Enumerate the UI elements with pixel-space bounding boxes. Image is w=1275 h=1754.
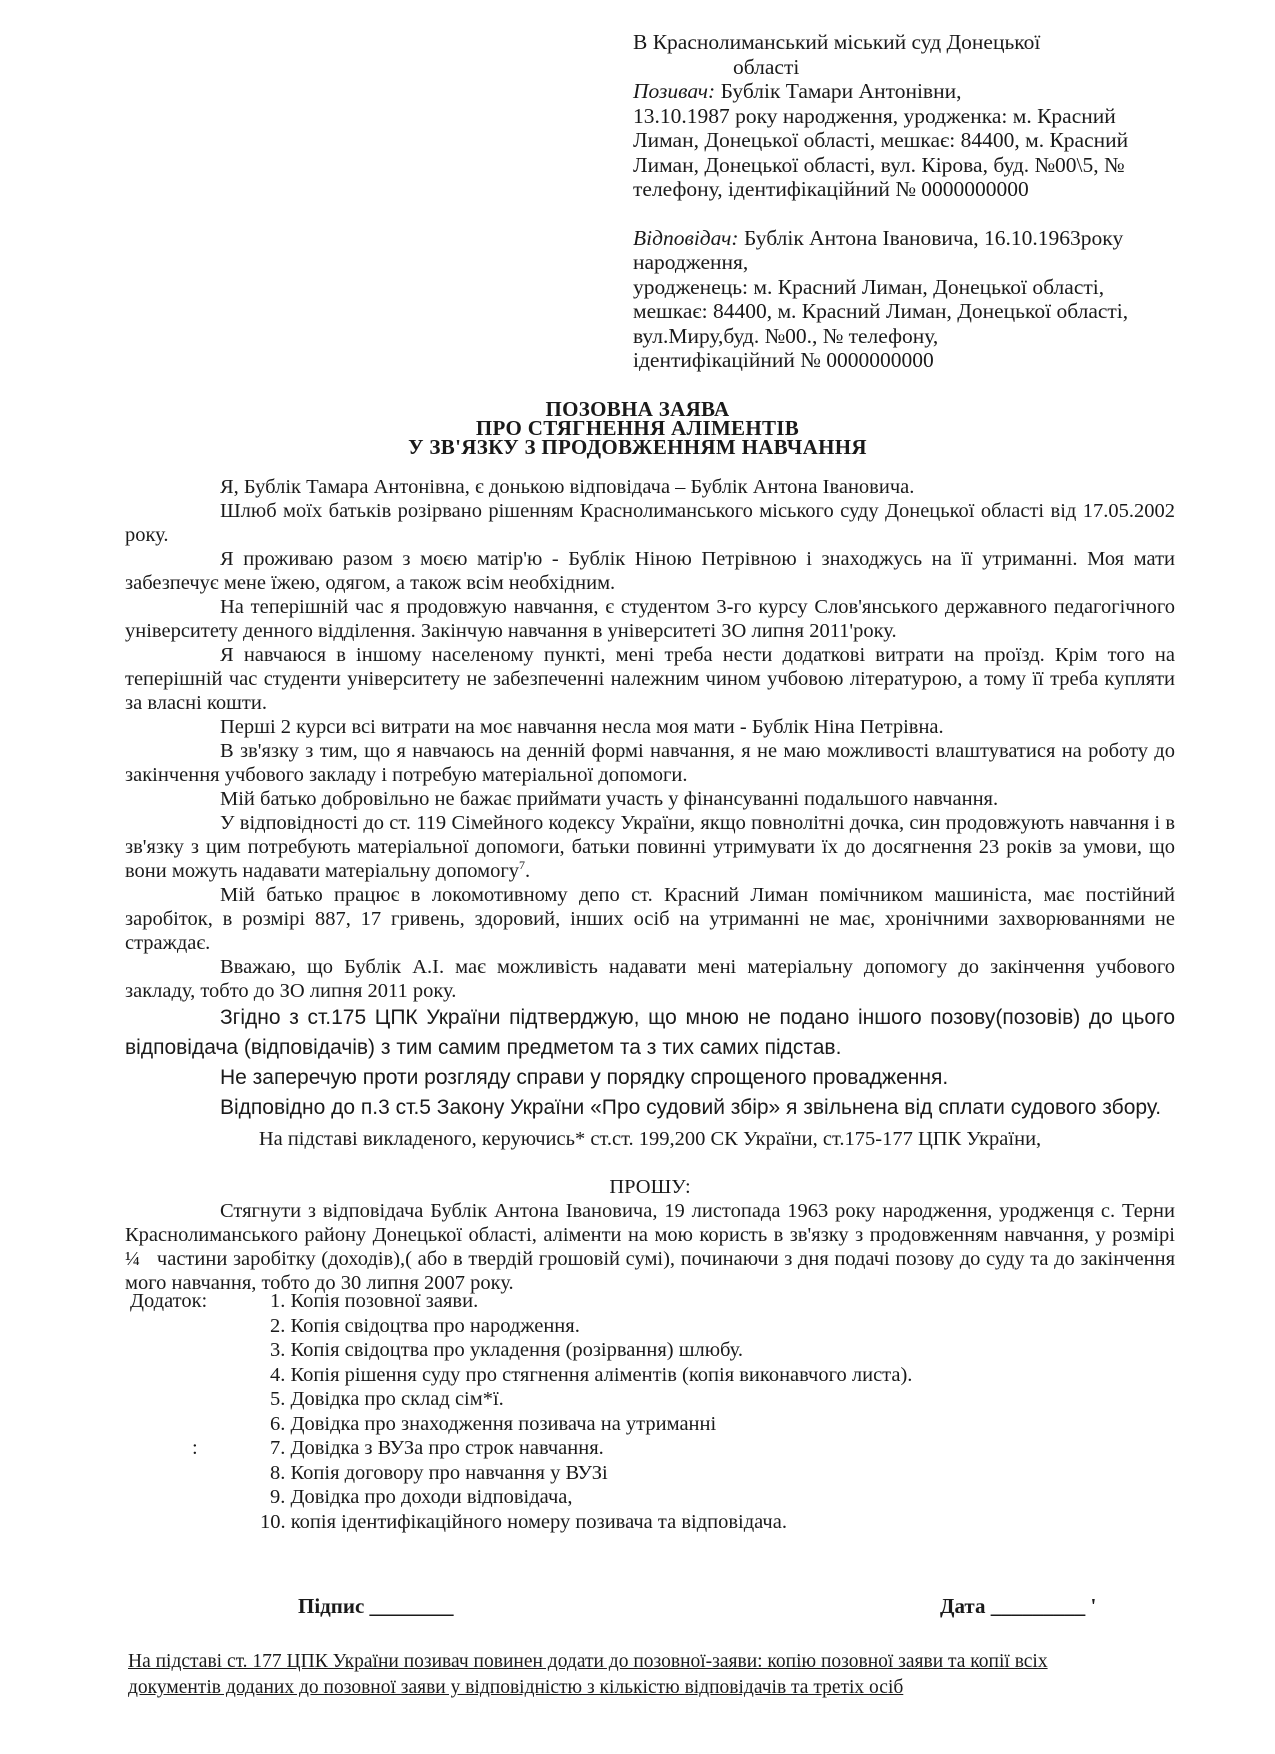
attachments-list — [260, 1289, 1130, 1534]
defendant-line: Відповідач: Бублік Антона Івановича, 16.10.1963року — [633, 225, 1124, 250]
list-item: 4. Копія рішення суду про стягнення аліментів (копія виконавчого листа). — [270, 1363, 913, 1386]
paragraph: Перші 2 курси всі витрати на моє навчання несла моя мати - Бублік Ніна Петрівна. — [220, 716, 944, 738]
claim-body — [125, 475, 1175, 1295]
list-item: 6. Довідка про знаходження позивача на утриманні — [270, 1412, 717, 1435]
list-item: 8. Копія договору про навчання у ВУЗі — [270, 1461, 608, 1484]
document-subtitle: У ЗВ'ЯЗКУ З ПРОДОВЖЕННЯМ НАВЧАННЯ — [408, 435, 867, 459]
court-line: В Краснолиманський міський суд Донецької — [633, 30, 1041, 54]
paragraph: Я проживаю разом з моєю матір'ю - Бублік Ніною Петрівною і знаходжусь на її утриманні. Моя мати забезпечує мене їжею, одягом, а також всім необхідним. — [125, 548, 1175, 594]
paragraph: В зв'язку з тим, що я навчаюсь на денній формі навчання, я не маю можливості влаштуватися на роботу до закінчення учбового закладу і потребую матеріальної допомоги. — [125, 740, 1175, 786]
signature-field: Підпис ________ — [298, 1594, 454, 1618]
defendant-line: вул.Миру,буд. №00., № телефону, — [633, 323, 939, 348]
paragraph: У відповідності до ст. 119 Сімейного кодексу України, якщо повнолітні дочка, син продовжують навчання і в зв'язку з цим потребують матеріальної допомоги, батьки повинні утримувати їх до досягнення 23 років за умови, що вони можуть надавати матеріальну допомогу$^7$. — [125, 812, 1175, 882]
defendant-label: Відповідач: — [633, 225, 739, 250]
paragraph: Вважаю, що Бублік А.І. має можливість надавати мені матеріальну допомогу до закінчення учбового закладу, тобто до ЗО липня 2011 року. — [125, 956, 1175, 1002]
request-paragraph: Стягнути з відповідача Бублік Антона Івановича, 19 листопада 1963 року народження, уродженця с. Терни Краснолиманського району Донецької області, аліменти на мою користь в зв'язку з продовженням навчання, у розмірі ¼ частини заробітку (доходів),( або в твердій грошовій сумі), починаючи з дня подачі позову до суду та до закінчення мого навчання, тобто до 30 липня 2007 року. — [125, 1200, 1175, 1294]
paragraph: Відповідно до п.3 ст.5 Закону України «Про судовий збір» я звільнена від сплати судового збору. — [220, 1096, 1162, 1119]
plaintiff-line: телефону, ідентифікаційний № 0000000000 — [633, 177, 1029, 201]
list-item: 2. Копія свідоцтва про народження. — [270, 1314, 580, 1337]
list-item: 9. Довідка про доходи відповідача, — [270, 1486, 573, 1508]
fraction: ¼ — [125, 1248, 140, 1270]
request-heading: ПРОШУ: — [609, 1176, 691, 1198]
paragraph: Шлюб моїх батьків розірвано рішенням Краснолиманського міського суду Донецької області від 17.05.2002 року. — [125, 500, 1175, 546]
legal-basis: На підставі викладеного, керуючись* ст.ст. 199,200 СК України, ст.175-177 ЦПК України, — [258, 1128, 1042, 1150]
list-item: 1. Копія позовної заяви. — [270, 1290, 479, 1312]
defendant-line: народження, — [633, 250, 749, 274]
list-item: 7. Довідка з ВУЗа про строк навчання. — [270, 1437, 604, 1459]
footer-line: документів доданих до позовної заяви у відповідністю з кількістю відповідачів та третіх осіб — [128, 1677, 904, 1698]
attachments-label: Додаток: — [130, 1290, 208, 1312]
footnote-mark: 7 — [519, 858, 526, 873]
paragraph: На теперішній час я продовжую навчання, є студентом 3-го курсу Слов'янського державного педагогічного університету денного відділення. Закінчую навчання в університеті ЗО липня 2011'року. — [125, 596, 1175, 642]
list-item: 3. Копія свідоцтва про укладення (розірвання) шлюбу. — [270, 1339, 744, 1361]
stray-colon: : — [192, 1437, 198, 1459]
footer-line: На підставі ст. 177 ЦПК України позивач повинен додати до позовної-заяви: копію позовної заяви та копії всіх — [128, 1651, 1048, 1672]
document-title: ПОЗОВНА ЗАЯВА — [545, 397, 730, 421]
plaintiff-line: Позивач: Бублік Тамари Антонівни, — [633, 79, 962, 103]
paragraph: Я навчаюся в іншому населеному пункті, мені треба нести додаткові витрати на проїзд. Крім того на теперішній час студенти університету не забезпеченні належним чином учбовою літературою, а тому її треба купляти за власні кошти. — [125, 644, 1175, 714]
paragraph: Згідно з ст.175 ЦПК України підтверджую, що мною не подано іншого позову(позовів) до цього відповідача (відповідачів) з тим самим предметом та з тих самих підстав. — [125, 1006, 1175, 1059]
paragraph: Мій батько працює в локомотивному депо ст. Красний Лиман помічником машиніста, має постійний заробіток, в розмірі 887, 17 гривень, здоровий, інших осіб на утриманні не має, хронічними захворюваннями не страждає. — [125, 884, 1175, 954]
addressee-block — [633, 30, 1193, 373]
plaintiff-line: 13.10.1987 року народження, уродженка: м. Красний — [633, 103, 1116, 128]
plaintiff-line: Лиман, Донецької області, мешкає: 84400, м. Красний — [633, 128, 1129, 152]
paragraph: Мій батько добровільно не бажає приймати участь у фінансуванні подальшого навчання. — [220, 788, 999, 810]
plaintiff-line: Лиман, Донецької області, вул. Кірова, буд. №00\5, № — [633, 152, 1125, 177]
footer-note — [128, 1649, 1158, 1701]
defendant-line: уродженець: м. Красний Лиман, Донецької області, — [633, 274, 1105, 299]
list-item: 5. Довідка про склад сім*ї. — [270, 1388, 504, 1410]
paragraph: Не заперечую проти розгляду справи у порядку спрощеного провадження. — [220, 1066, 949, 1089]
court-line: області — [733, 54, 800, 79]
plaintiff-label: Позивач: — [633, 79, 716, 103]
paragraph: Я, Бублік Тамара Антонівна, є донькою відповідача – Бублік Антона Івановича. — [220, 476, 915, 498]
list-item: 10. копія ідентифікаційного номеру позивача та відповідача. — [260, 1510, 787, 1533]
defendant-line: мешкає: 84400, м. Красний Лиман, Донецької області, — [633, 299, 1129, 323]
date-field: Дата _________ ' — [940, 1594, 1097, 1618]
document-subtitle: ПРО СТЯГНЕННЯ АЛІМЕНТІВ — [475, 416, 800, 440]
defendant-line: ідентифікаційний № 0000000000 — [633, 348, 934, 372]
